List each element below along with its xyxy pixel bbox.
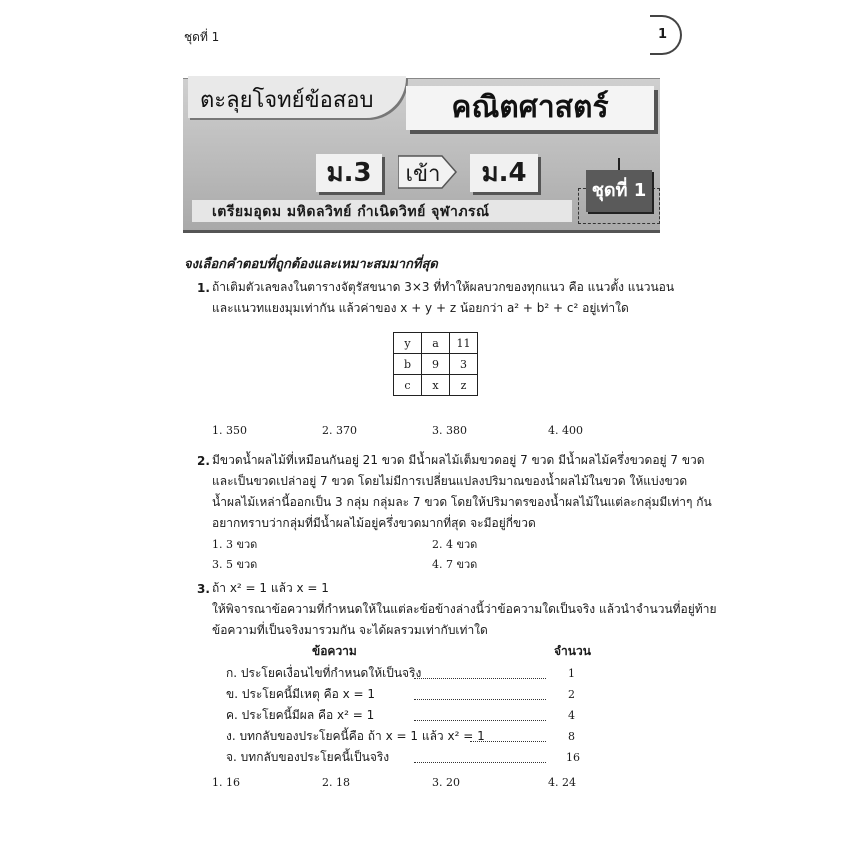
q3-col-statement: ข้อความ <box>312 644 357 658</box>
q2-text-line4: อยากทราบว่ากลุ่มที่มีน้ำผลไม้อยู่ครึ่งขวดมากที่สุด จะมีอยู่กี่ขวด <box>212 516 536 530</box>
leader-dots <box>414 699 546 700</box>
q2-text-line3: น้ำผลไม้เหล่านี้ออกเป็น 3 กลุ่ม กลุ่มละ 7 ขวด โดยให้ปริมาตรของน้ำผลไม้ในแต่ละกลุ่มมีเท่าๆ กัน <box>212 495 712 509</box>
grid-cell: 9 <box>422 354 450 375</box>
q1-text-line2: และแนวทแยงมุมเท่ากัน แล้วค่าของ x + y + z น้อยกว่า a² + b² + c² อยู่เท่าใด <box>212 301 629 315</box>
leader-dots <box>414 762 546 763</box>
grid-cell: y <box>394 333 422 354</box>
grid-cell: 11 <box>450 333 478 354</box>
q3-value-b: 2 <box>568 688 575 701</box>
q3-value-c: 4 <box>568 709 575 722</box>
q3-statement-b: ข. ประโยคนี้มีเหตุ คือ x = 1 <box>226 687 376 701</box>
from-grade-box: ม.3 <box>316 154 382 192</box>
grid-cell: a <box>422 333 450 354</box>
q2-choice-4[interactable]: 4. 7 ขวด <box>432 558 478 571</box>
leader-dots <box>414 678 546 679</box>
q2-choice-3[interactable]: 3. 5 ขวด <box>212 558 258 571</box>
q1-choice-1[interactable]: 1. 350 <box>212 424 247 437</box>
q3-text-line3: ข้อความที่เป็นจริงมารวมกัน จะได้ผลรวมเท่ากับเท่าใด <box>212 623 488 637</box>
q1-number: 1. <box>197 281 210 295</box>
q3-choice-1[interactable]: 1. 16 <box>212 776 240 789</box>
banner-title-line2: คณิตศาสตร์ <box>406 86 654 130</box>
grid-cell: z <box>450 375 478 396</box>
q3-statement-a: ก. ประโยคเงื่อนไขที่กำหนดให้เป็นจริง <box>226 666 422 680</box>
q3-text-line2: ให้พิจารณาข้อความที่กำหนดให้ในแต่ละข้อข้างล่างนี้ว่าข้อความใดเป็นจริง แล้วนำจำนวนที่อยู่ท้าย <box>212 602 717 616</box>
q3-choice-3[interactable]: 3. 20 <box>432 776 460 789</box>
q2-text-line1: มีขวดน้ำผลไม้ที่เหมือนกันอยู่ 21 ขวด มีน้ำผลไม้เต็มขวดอยู่ 7 ขวด มีน้ำผลไม้ครึ่งขวดอยู่ 7 ขวด <box>212 453 705 467</box>
q3-choice-4[interactable]: 4. 24 <box>548 776 576 789</box>
q1-choice-2[interactable]: 2. 370 <box>322 424 357 437</box>
q2-choice-1[interactable]: 1. 3 ขวด <box>212 538 258 551</box>
q3-statement-d: ง. บทกลับของประโยคนี้คือ ถ้า x = 1 แล้ว x² = 1 <box>226 729 485 743</box>
schools-list: เตรียมอุดม มหิดลวิทย์ กำเนิดวิทย์ จุฬาภรณ์ <box>212 204 490 220</box>
running-header: ชุดที่ 1 <box>184 30 220 44</box>
banner-title-line1: ตะลุยโจทย์ข้อสอบ <box>200 88 374 113</box>
grid-cell: 3 <box>450 354 478 375</box>
leader-dots <box>470 741 546 742</box>
q3-number: 3. <box>197 582 210 596</box>
grid-cell: c <box>394 375 422 396</box>
q2-choice-2[interactable]: 2. 4 ขวด <box>432 538 478 551</box>
q1-text-line1: ถ้าเติมตัวเลขลงในตารางจัตุรัสขนาด 3×3 ที่ทำให้ผลบวกของทุกแนว คือ แนวตั้ง แนวนอน <box>212 280 675 294</box>
leader-dots <box>414 720 546 721</box>
grid-cell: b <box>394 354 422 375</box>
to-grade-box: ม.4 <box>470 154 538 192</box>
arrow-label: เข้า <box>405 162 441 187</box>
q1-choice-3[interactable]: 3. 380 <box>432 424 467 437</box>
q3-text-line1: ถ้า x² = 1 แล้ว x = 1 <box>212 581 329 595</box>
q3-col-number: จำนวน <box>554 644 591 658</box>
q3-choice-2[interactable]: 2. 18 <box>322 776 350 789</box>
q2-text-line2: และเป็นขวดเปล่าอยู่ 7 ขวด โดยไม่มีการเปลี่ยนแปลงปริมาณของน้ำผลไม้ในขวด ให้แบ่งขวด <box>212 474 688 488</box>
q3-value-e: 16 <box>566 751 580 764</box>
q3-statement-c: ค. ประโยคนี้มีผล คือ x² = 1 <box>226 708 375 722</box>
set-badge: ชุดที่ 1 <box>586 170 652 212</box>
instruction-heading: จงเลือกคำตอบที่ถูกต้องและเหมาะสมมากที่สุด <box>184 257 438 272</box>
q2-number: 2. <box>197 454 210 468</box>
q1-magic-square <box>393 332 478 396</box>
q3-value-a: 1 <box>568 667 575 680</box>
q1-choice-4[interactable]: 4. 400 <box>548 424 583 437</box>
page-number: 1 <box>658 27 668 42</box>
q3-value-d: 8 <box>568 730 575 743</box>
q3-statement-e: จ. บทกลับของประโยคนี้เป็นจริง <box>226 750 390 764</box>
grid-cell: x <box>422 375 450 396</box>
